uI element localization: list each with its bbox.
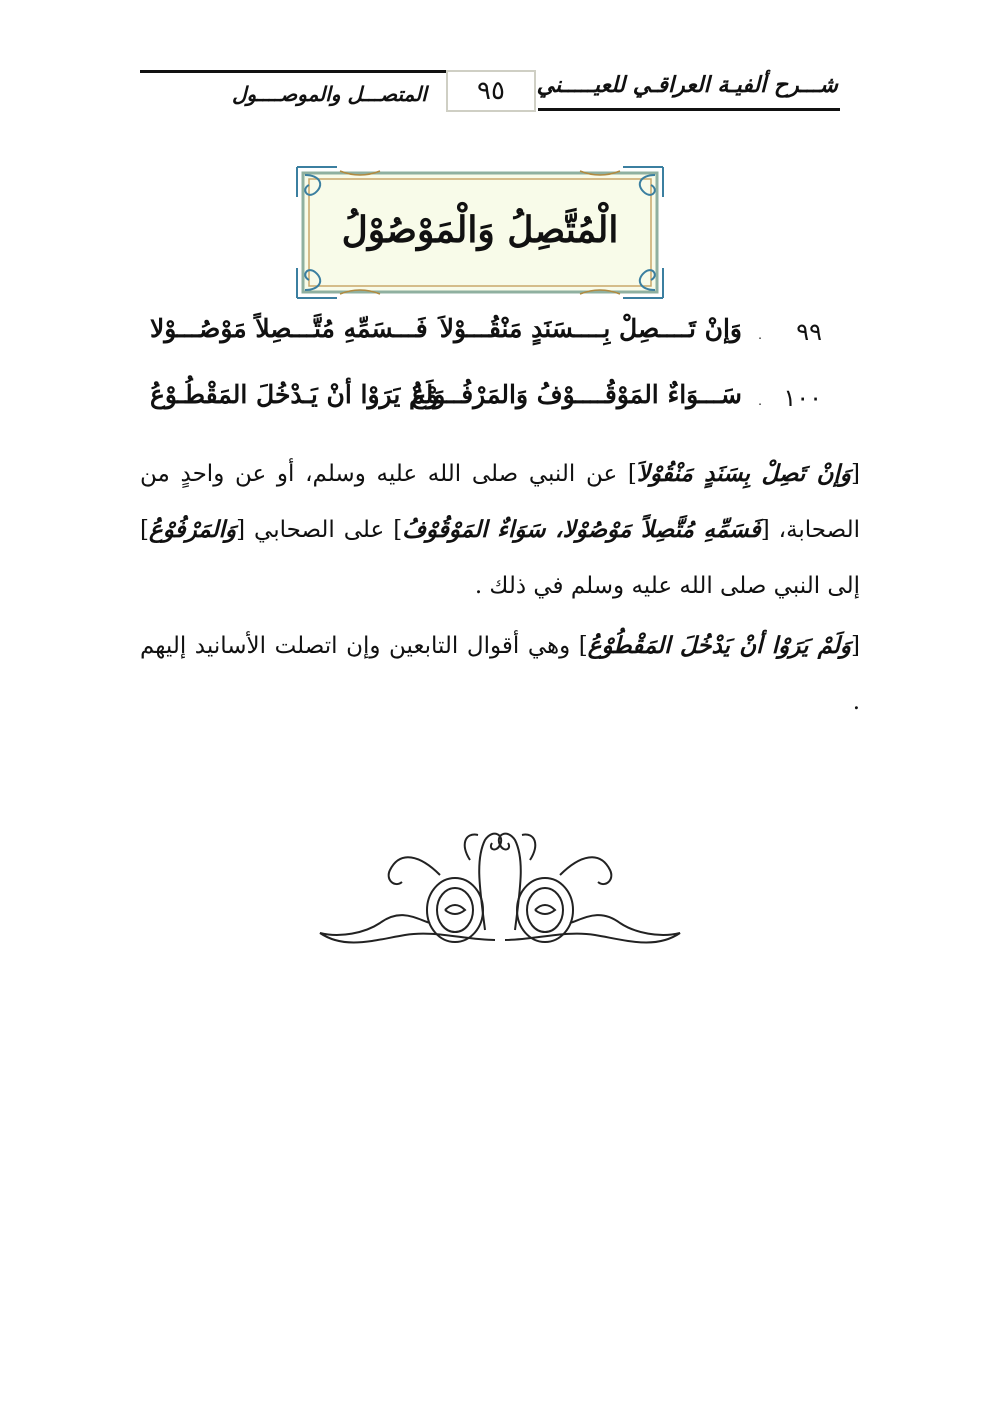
chapter-running-title: المتصـــل والموصــــول bbox=[232, 82, 427, 106]
header-rule-left bbox=[140, 70, 446, 73]
verse-hemistich-first: سَـــوَاءٌ المَوْقُــــوْفُ وَالمَرْفُـــوْعُ bbox=[411, 380, 742, 409]
verse-hemistich-second: فَـــسَمِّهِ مُتَّـــصِلاً مَوْصُـــوْلا bbox=[150, 314, 428, 343]
commentary-paragraph: [وَلَمْ يَرَوْا أنْ يَدْخُلَ المَقْطُوْعُ] وهي أقوال التابعين وإن اتصلت الأسانيد إليهم . bbox=[140, 632, 861, 715]
commentary-paragraph: [وَإنْ تَصِلْ بِسَنَدٍ مَنْقُوْلاَ] عن النبي صلى الله عليه وسلم، أو عن واحدٍ من الصحابة، [فَسَمِّهِ مُتَّصِلاً مَوْصُوْلا، سَوَاءٌ المَوْقُوْفُ] على الصحابي [وَالمَرْفُوْعُ] إلى النبي صلى الله عليه وسلم في ذلك . bbox=[140, 460, 860, 599]
quoted-verse: وَالمَرْفُوْعُ bbox=[148, 516, 237, 543]
commentary-text: إلى النبي صلى الله عليه وسلم في ذلك . bbox=[474, 573, 860, 599]
verse-number: ٩٩ bbox=[796, 318, 822, 346]
verse-hemistich-second: وَلَمْ يَرَوْا أنْ يَـدْخُلَ المَقْطُـوْعُ bbox=[150, 380, 446, 409]
verse-marker: . bbox=[758, 328, 762, 342]
quoted-verse: فَسَمِّهِ مُتَّصِلاً مَوْصُوْلا، سَوَاءٌ المَوْقُوْفُ bbox=[402, 516, 761, 543]
verse-100 bbox=[140, 376, 840, 426]
quoted-verse: وَلَمْ يَرَوْا أنْ يَدْخُلَ المَقْطُوْعُ bbox=[587, 632, 852, 659]
verse-marker: . bbox=[758, 394, 762, 408]
book-running-title: شـــرح ألفيـة العراقـي للعيـــــني bbox=[536, 72, 838, 98]
page-header bbox=[140, 68, 840, 116]
verse-number: ١٠٠ bbox=[783, 384, 822, 412]
page-number: ٩٥ bbox=[446, 70, 536, 112]
commentary-text: عن النبي صلى الله عليه وسلم، أو عن واحدٍ من الصحابة، bbox=[140, 461, 860, 543]
commentary-text: على الصحابي bbox=[245, 517, 394, 543]
verse-99 bbox=[140, 310, 840, 360]
header-rule-right bbox=[538, 108, 840, 111]
commentary-text: وهي أقوال التابعين وإن اتصلت الأسانيد إليهم . bbox=[140, 633, 860, 715]
chapter-title-frame bbox=[295, 165, 665, 300]
quoted-verse: وَإنْ تَصِلْ بِسَنَدٍ مَنْقُوْلاَ bbox=[636, 460, 852, 487]
end-ornament-icon bbox=[310, 830, 690, 960]
verse-hemistich-first: وَإنْ تَــــصِلْ بِــــسَنَدٍ مَنْقُـــوْلاَ bbox=[439, 314, 742, 343]
chapter-title: الْمُتَّصِلُ وَالْمَوْصُوْلُ bbox=[341, 209, 619, 251]
